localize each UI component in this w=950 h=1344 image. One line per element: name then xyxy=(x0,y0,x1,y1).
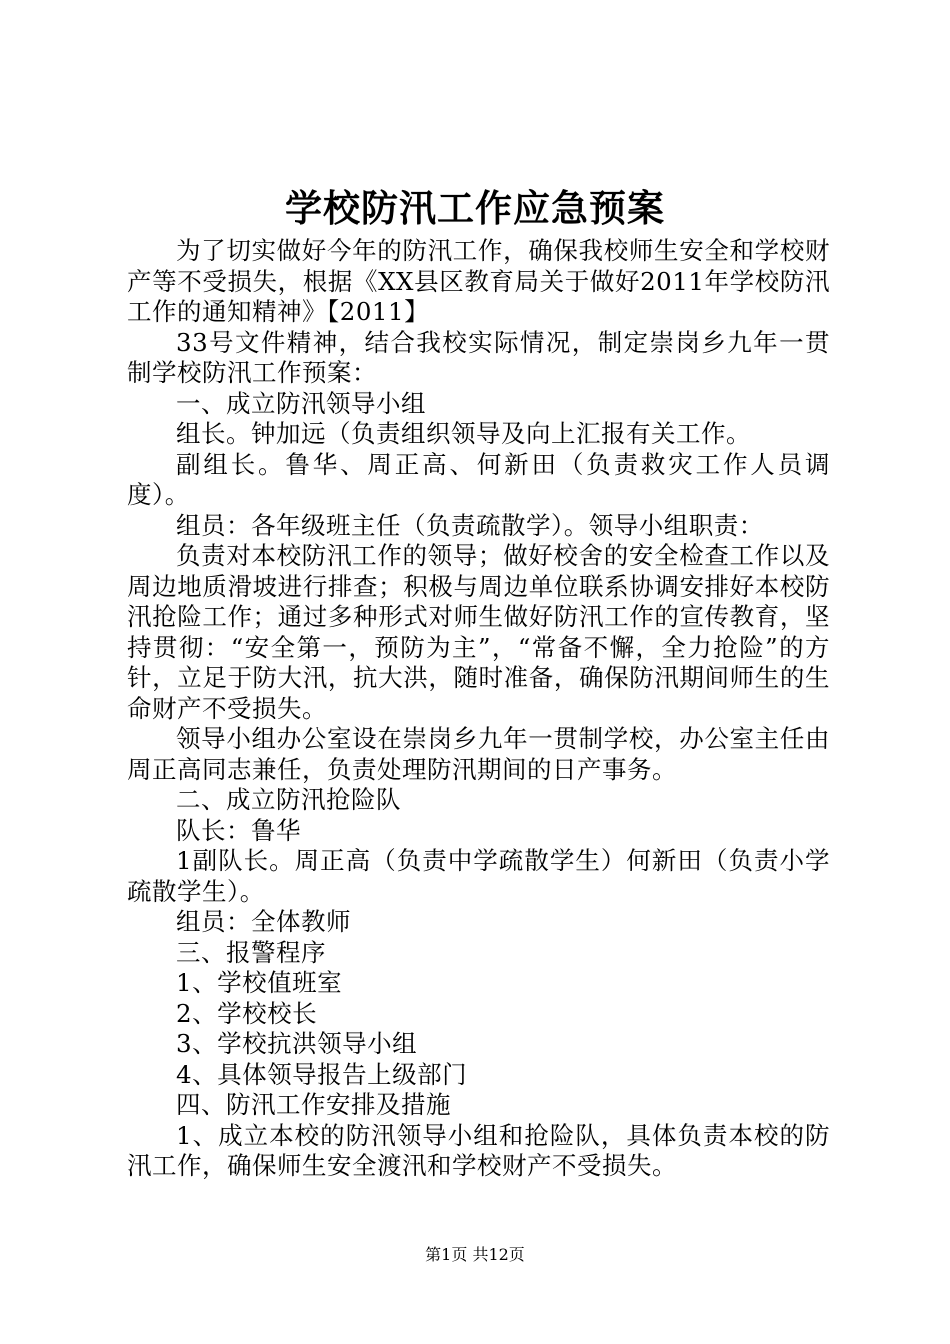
paragraph: 1副队长。周正高（负责中学疏散学生）何新田（负责小学疏散学生）。 xyxy=(127,846,830,906)
section-heading: 四、防汛工作安排及措施 xyxy=(176,1090,451,1119)
section-heading: 一、成立防汛领导小组 xyxy=(176,388,426,418)
list-item: 2、学校校长 xyxy=(176,998,318,1028)
list-item: 4、具体领导报告上级部门 xyxy=(176,1059,468,1089)
paragraph: 33号文件精神，结合我校实际情况，制定崇岗乡九年一贯制学校防汛工作预案： xyxy=(127,327,830,387)
list-item: 1、学校值班室 xyxy=(176,968,343,997)
document-body xyxy=(127,236,830,1182)
document-title: 学校防汛工作应急预案 xyxy=(285,186,665,230)
paragraph: 为了切实做好今年的防汛工作，确保我校师生安全和学校财产等不受损失，根据《XX县区教育局关于做好2011年学校防汛工作的通知精神》【2011】 xyxy=(127,236,830,326)
paragraph: 组员：各年级班主任（负责疏散学）。领导小组职责： xyxy=(176,510,764,540)
paragraph: 1、成立本校的防汛领导小组和抢险队，具体负责本校的防汛工作，确保师生安全渡汛和学校财产不受损失。 xyxy=(127,1120,830,1180)
paragraph: 负责对本校防汛工作的领导；做好校舍的安全检查工作以及周边地质滑坡进行排查；积极与周边单位联系协调安排好本校防汛抢险工作；通过多种形式对师生做好防汛工作的宣传教育，坚持贯彻：“安全第一，预防为主”，“常备不懈，全力抢险”的方针，立足于防大汛，抗大洪，随时准备，确保防汛期间师生的生命财产不受损失。 xyxy=(127,541,830,723)
list-item: 3、学校抗洪领导小组 xyxy=(176,1029,418,1058)
paragraph: 组员：全体教师 xyxy=(176,907,351,936)
paragraph: 组长。钟加远（负责组织领导及向上汇报有关工作。 xyxy=(176,419,751,448)
paragraph: 副组长。鲁华、周正高、何新田（负责救灾工作人员调度）。 xyxy=(127,449,830,509)
paragraph: 领导小组办公室设在崇岗乡九年一贯制学校，办公室主任由周正高同志兼任，负责处理防汛期间的日产事务。 xyxy=(127,724,830,784)
paragraph: 队长：鲁华 xyxy=(176,815,301,845)
section-heading: 二、成立防汛抢险队 xyxy=(176,785,401,814)
section-heading: 三、报警程序 xyxy=(176,937,326,967)
page-number-footer: 第1页 共12页 xyxy=(425,1245,525,1264)
